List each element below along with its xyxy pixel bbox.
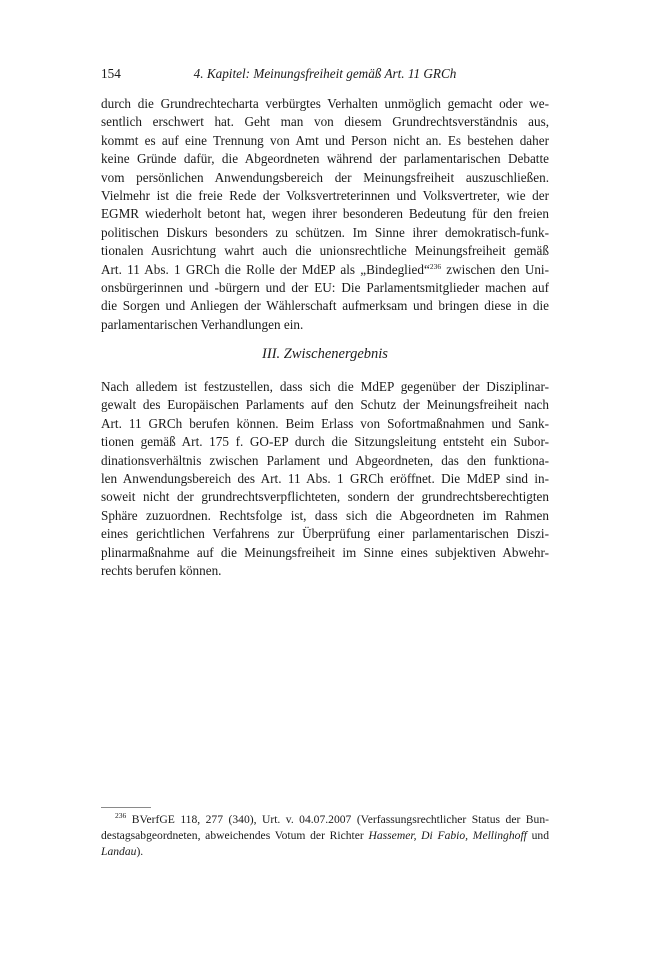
- text-line: durch die Grundrechtecharta verbürgtes Verhalten unmöglich gemacht oder we-: [101, 96, 549, 111]
- text-line: tionalen Ausrichtung wahrt auch die unionsrechtliche Meinungsfreiheit gemäß: [101, 243, 549, 259]
- text-line: onsbürgerinnen und -bürgern und der EU: Die Parlamentsmitglieder machen auf: [101, 280, 549, 296]
- text-line: rechts berufen können.: [101, 563, 222, 579]
- judge-names: Hassemer, Di Fabio, Mellinghoff: [368, 829, 527, 843]
- text-line: soweit nicht der grundrechtsverpflichteten, sondern der grundrechtsberechtigten: [101, 489, 549, 505]
- text-line-with-footnote: [101, 261, 549, 279]
- text-line: Nach alledem ist festzustellen, dass sich die MdEP gegenüber der Disziplinar-: [101, 379, 549, 394]
- text-segment: BVerfGE 118, 277 (340), Urt. v. 04.07.2007 (Verfassungsrechtlicher Status der Bun-: [126, 813, 549, 826]
- judge-name: Landau: [101, 845, 137, 859]
- text-segment: Art. 11 Abs. 1 GRCh die Rolle der MdEP als „Bindeglied“: [101, 261, 430, 277]
- footnote-line: [101, 812, 549, 828]
- footnote-divider: [101, 807, 151, 808]
- text-line: kommt es auf eine Trennung von Amt und Person nicht an. Es bestehen daher: [101, 132, 549, 148]
- body-paragraph-1: [101, 95, 549, 334]
- running-title: 4. Kapitel: Meinungsfreiheit gemäß Art. 11 GRCh: [193, 66, 457, 81]
- page-number: 154: [101, 66, 121, 81]
- text-line: dinationsverhältnis zwischen Parlament und Abgeordneten, das den funktiona-: [101, 452, 549, 468]
- text-line: gewalt des Europäischen Parlaments auf den Schutz der Meinungsfreiheit nach: [101, 397, 549, 413]
- text-line: Sphäre zuzuordnen. Rechtsfolge ist, dass sich die Abgeordneten im Rahmen: [101, 507, 549, 523]
- text-line: keine Gründe dafür, die Abgeordneten während der parlamentarischen Debatte: [101, 151, 549, 167]
- body-paragraph-2: [101, 378, 549, 580]
- text-segment: ).: [136, 845, 144, 859]
- text-line: sentlich erschwert hat. Geht man von diesem Grundrechtsverständnis aus,: [101, 114, 549, 130]
- text-line: Art. 11 GRCh berufen können. Beim Erlass von Sofortmaßnahmen und Sank-: [101, 415, 549, 431]
- text-line: die Sorgen und Anliegen der Wählerschaft aufmerksam und bringen diese in die: [101, 298, 549, 314]
- footnote-reference[interactable]: 236: [429, 261, 442, 271]
- text-segment: destagsabgeordneten, abweichendes Votum der Richter: [101, 829, 369, 843]
- text-line: len Anwendungsbereich des Art. 11 Abs. 1 GRCh eröffnet. Die MdEP sind in-: [101, 471, 549, 487]
- text-line: politischen Diskurs besonders zu schützen. Im Sinne ihrer demokratisch-funk-: [101, 224, 549, 240]
- footnote-line: [101, 844, 549, 860]
- text-segment: und: [526, 829, 549, 843]
- section-heading: III. Zwischenergebnis: [262, 346, 388, 362]
- text-line: tionen gemäß Art. 175 f. GO-EP durch die Sitzungsleitung entsteht ein Subor-: [101, 434, 549, 450]
- text-line: plinarmaßnahme auf die Meinungsfreiheit im Sinne eines subjektiven Abwehr-: [101, 544, 549, 560]
- footnote-236: [101, 812, 549, 861]
- footnote-number: 236: [115, 811, 127, 820]
- text-line: Vielmehr ist die freie Rede der Volksvertreterinnen und Volksvertreter, wie der: [101, 188, 549, 204]
- text-segment: zwischen den Uni-: [441, 261, 549, 277]
- text-line: eines gerichtlichen Verfahrens zur Überprüfung einer parlamentarischen Diszi-: [101, 526, 549, 542]
- running-header: [101, 66, 549, 86]
- footnote-line: [101, 828, 549, 844]
- text-line: vom persönlichen Anwendungsbereich der Meinungsfreiheit auszuschließen.: [101, 169, 549, 185]
- text-line: parlamentarischen Verhandlungen ein.: [101, 316, 304, 332]
- text-line: EGMR wiederholt betont hat, wegen ihrer besonderen Bedeutung für den freien: [101, 206, 549, 222]
